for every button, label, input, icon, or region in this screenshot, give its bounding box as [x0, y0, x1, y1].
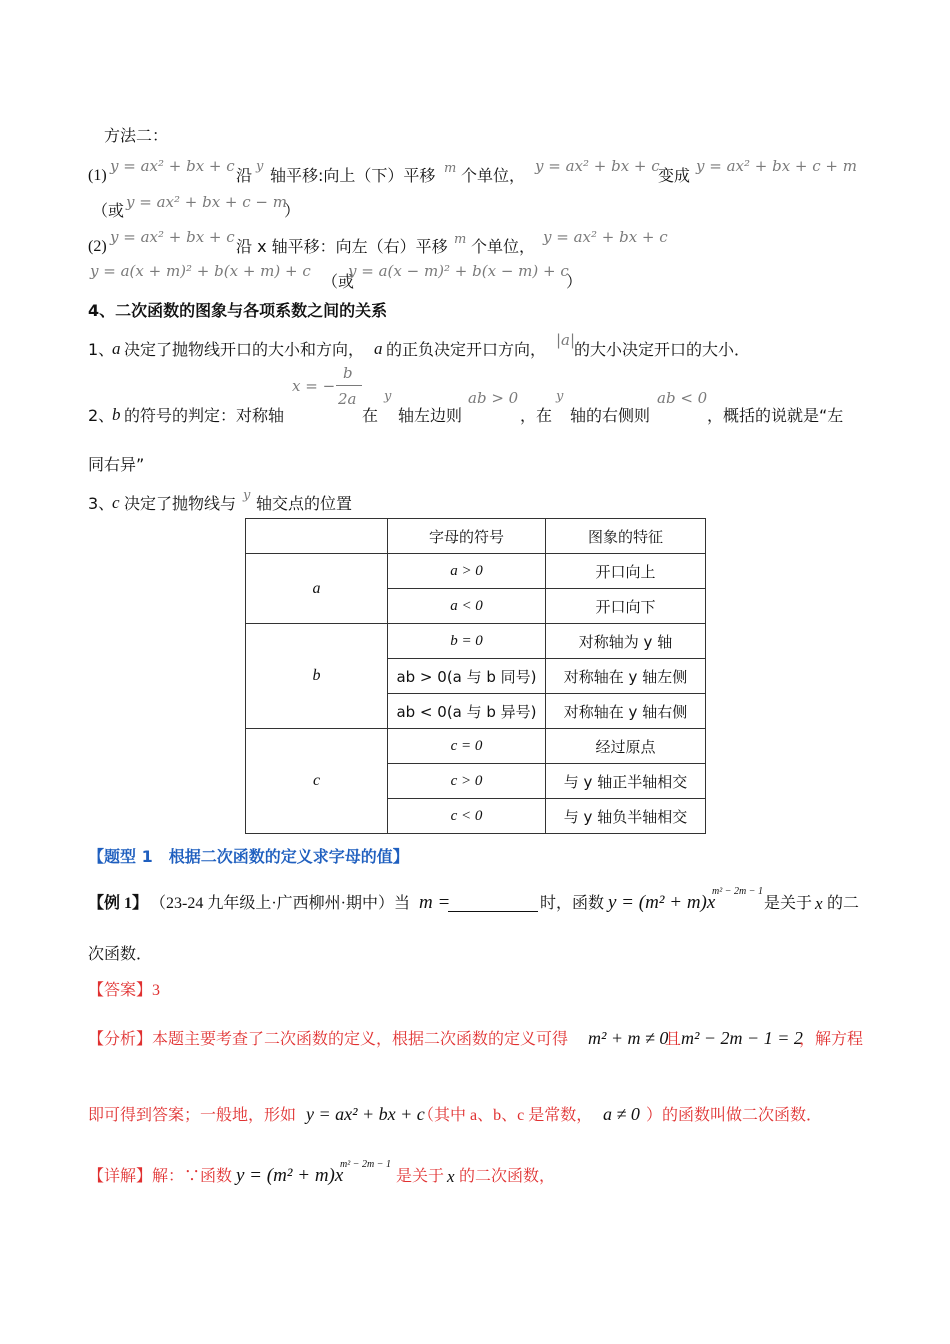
section4-p1-a-2: a — [374, 339, 383, 358]
section4-p2-text-2: 在 — [362, 406, 379, 425]
detail-label: 【详解】 — [88, 1168, 153, 1185]
table-sign-cell: c = 0 — [388, 729, 546, 764]
table-sign-cell: ab > 0(a 与 b 同号) — [388, 659, 546, 694]
item1-text-4: 变成 — [658, 166, 691, 185]
table-feature-cell: 经过原点 — [546, 729, 706, 764]
example-label: 【例 1】 — [88, 895, 149, 912]
section4-p2-text-4: ，在 — [520, 406, 553, 425]
detail-text-1: 解：∵函数 — [152, 1168, 233, 1185]
question-type-heading: 【题型 1 根据二次函数的定义求字母的值】 — [88, 847, 409, 866]
item2-text-1: 沿 x 轴平移：向左（右）平移 — [236, 237, 448, 256]
item2-formula-2: y = ax² + bx + c — [543, 228, 668, 246]
section4-p2-formula-1: ab > 0 — [468, 389, 519, 407]
detail-function: y = (m² + m)x — [236, 1165, 344, 1186]
table-sign-cell: a > 0 — [388, 554, 546, 589]
section4-p3-prefix: 3、 — [88, 494, 115, 513]
coefficient-table — [245, 518, 706, 834]
section4-p1-prefix: 1、 — [88, 340, 115, 359]
section4-p2-axis-lhs: x = − — [292, 377, 336, 395]
item2-formula-3: y = a(x + m)² + b(x + m) + c — [90, 262, 311, 280]
example-exponent: m² − 2m − 1 — [712, 886, 763, 897]
item1-or-close: ） — [284, 201, 301, 220]
item1-text-1: 沿 — [236, 166, 253, 185]
item1-text-3: 个单位， — [461, 166, 526, 185]
section4-p2-prefix: 2、 — [88, 406, 115, 425]
table-feature-cell: 开口向上 — [546, 554, 706, 589]
example-function: y = (m² + m)x — [608, 892, 716, 913]
analysis-text-4: （其中 a、b、c 是常数， — [418, 1107, 593, 1124]
table-letter-cell: a — [246, 554, 388, 624]
section4-heading: 4、二次函数的图象与各项系数之间的关系 — [88, 301, 388, 320]
section4-p2-formula-2: ab < 0 — [657, 389, 708, 407]
example-source: （23-24 九年级上·广西柳州·期中）当 — [150, 895, 410, 912]
section4-p3-y: y — [243, 488, 251, 503]
answer-label: 【答案】 — [88, 982, 153, 999]
section4-p2-y-2: y — [556, 389, 564, 404]
section4-p2-text-5: 轴的右侧则 — [570, 406, 651, 425]
table-row — [246, 554, 706, 589]
table-feature-cell: 对称轴在 y 轴右侧 — [546, 694, 706, 729]
item1-axis-y: y — [256, 159, 264, 174]
example-text-3: 的二 — [827, 895, 860, 912]
table-header-cell — [246, 519, 388, 554]
table-feature-cell: 对称轴在 y 轴左侧 — [546, 659, 706, 694]
item1-formula-3: y = ax² + bx + c + m — [696, 157, 857, 175]
example-text-1: 时，函数 — [540, 895, 605, 912]
table-sign-cell: c < 0 — [388, 799, 546, 834]
section4-p2-b: b — [112, 405, 121, 424]
example-text-2: 是关于 — [764, 895, 813, 912]
table-sign-cell: c > 0 — [388, 764, 546, 799]
section4-p1-text-3: 的大小决定开口的大小． — [574, 340, 751, 359]
example-text-4: 次函数． — [88, 946, 153, 963]
item2-formula-1: y = ax² + bx + c — [110, 228, 235, 246]
table-row — [246, 729, 706, 764]
table-feature-cell: 开口向下 — [546, 589, 706, 624]
analysis-text-1: 本题主要考查了二次函数的定义，根据二次函数的定义可得 — [152, 1031, 569, 1048]
section4-p3-c: c — [112, 493, 120, 512]
example-m-equals: m = — [419, 892, 451, 913]
analysis-and: 且 — [665, 1031, 682, 1048]
item2-text-2: 个单位， — [471, 237, 536, 256]
detail-exponent: m² − 2m − 1 — [340, 1159, 391, 1170]
section4-p2-text-7: 同右异” — [88, 455, 145, 474]
item1-formula-4: y = ax² + bx + c − m — [126, 193, 287, 211]
table-letter-cell: b — [246, 624, 388, 729]
analysis-formula-3: y = ax² + bx + c — [306, 1104, 425, 1124]
answer-line — [88, 981, 160, 1001]
method2-title: 方法二： — [104, 126, 169, 145]
analysis-formula-4: a ≠ 0 — [603, 1104, 640, 1124]
example-x: x — [815, 894, 823, 913]
analysis-text-5: ）的函数叫做二次函数． — [646, 1107, 823, 1124]
table-letter-cell: c — [246, 729, 388, 834]
table-sign-cell: b = 0 — [388, 624, 546, 659]
table-header-cell: 字母的符号 — [388, 519, 546, 554]
section4-p1-a: a — [112, 339, 121, 358]
table-row — [246, 624, 706, 659]
section4-p3-text-1: 决定了抛物线与 — [124, 494, 237, 513]
item2-or-open: （或 — [322, 272, 355, 291]
section4-p2-text-3: 轴左边则 — [398, 406, 463, 425]
table-sign-cell: ab < 0(a 与 b 异号) — [388, 694, 546, 729]
table-feature-cell: 对称轴为 y 轴 — [546, 624, 706, 659]
section4-p1-text-1: 决定了抛物线开口的大小和方向， — [124, 340, 365, 359]
section4-p2-axis-num: b — [343, 364, 353, 382]
item1-m: m — [444, 161, 457, 176]
table-feature-cell: 与 y 轴正半轴相交 — [546, 764, 706, 799]
table-feature-cell: 与 y 轴负半轴相交 — [546, 799, 706, 834]
item1-formula-2: y = ax² + bx + c — [535, 157, 660, 175]
section4-p2-text-1: 的符号的判定：对称轴 — [124, 406, 285, 425]
item2-number: (2) — [88, 238, 107, 255]
analysis-formula-1: m² + m ≠ 0 — [588, 1028, 669, 1048]
section4-p1-text-2: 的正负决定开口方向， — [386, 340, 547, 359]
item2-or-close: ） — [566, 272, 583, 291]
section4-p2-text-6: ，概括的说就是“左 — [707, 406, 844, 425]
table-sign-cell: a < 0 — [388, 589, 546, 624]
item1-text-2: 轴平移:向上（下）平移 — [270, 166, 436, 185]
section4-p1-abs-a: |a| — [556, 331, 576, 349]
detail-x: x — [447, 1167, 455, 1186]
analysis-formula-2: m² − 2m − 1 = 2 — [681, 1028, 803, 1048]
item1-or-open: （或 — [92, 201, 125, 220]
section4-p2-y-1: y — [384, 389, 392, 404]
section4-p2-axis-den: 2a — [338, 390, 357, 408]
item1-number: (1) — [88, 167, 107, 184]
section4-p3-text-2: 轴交点的位置 — [256, 494, 353, 513]
analysis-text-2: ，解方程 — [799, 1031, 864, 1048]
table-header-row — [246, 519, 706, 554]
table-header-cell: 图象的特征 — [546, 519, 706, 554]
answer-blank — [448, 911, 538, 912]
answer-value: 3 — [152, 982, 161, 999]
detail-text-2: 是关于 — [396, 1168, 445, 1185]
analysis-label: 【分析】 — [88, 1031, 153, 1048]
item2-m: m — [454, 232, 467, 247]
item1-formula-1: y = ax² + bx + c — [110, 157, 235, 175]
detail-text-3: 的二次函数， — [459, 1168, 556, 1185]
analysis-text-3: 即可得到答案；一般地，形如 — [88, 1107, 297, 1124]
fraction-bar — [336, 385, 362, 386]
item2-formula-4: y = a(x − m)² + b(x − m) + c — [348, 262, 569, 280]
